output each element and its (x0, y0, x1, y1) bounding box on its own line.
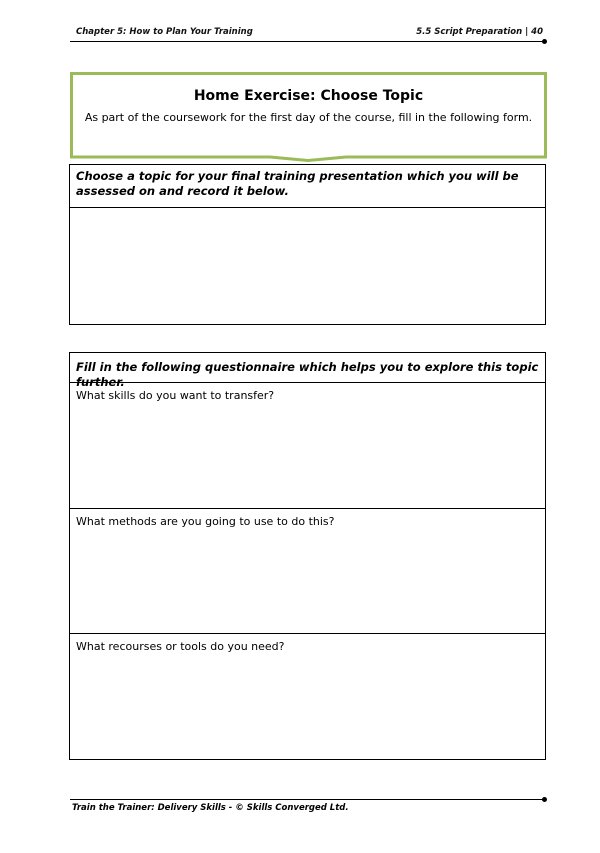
exercise-title: Home Exercise: Choose Topic (193, 88, 424, 104)
header-rule (70, 41, 544, 42)
question-methods-cell[interactable] (70, 509, 545, 634)
footer-rule (70, 799, 544, 800)
topic-form (69, 164, 546, 325)
running-header-section: 5.5 Script Preparation | 40 (416, 27, 543, 37)
page-footer: Train the Trainer: Delivery Skills - © Skills Converged Ltd. (72, 803, 349, 813)
exercise-callout (70, 72, 547, 162)
questionnaire-form (69, 352, 546, 760)
question-skills-cell[interactable] (70, 383, 545, 509)
topic-form-heading: Choose a topic for your final training presentation which you will be assessed on and record it below. (70, 165, 545, 208)
exercise-instructions: As part of the coursework for the first day of the course, fill in the following form. (84, 111, 533, 124)
running-header-chapter: Chapter 5: How to Plan Your Training (76, 27, 253, 37)
footer-rule-dot (542, 797, 547, 802)
questionnaire-heading: Fill in the following questionnaire which helps you to explore this topic further. (70, 353, 545, 383)
topic-answer-area[interactable] (70, 208, 545, 324)
question-resources-cell[interactable] (70, 634, 545, 759)
question-resources-label: What recourses or tools do you need? (76, 640, 285, 653)
question-methods-label: What methods are you going to use to do this? (76, 515, 335, 528)
question-skills-label: What skills do you want to transfer? (76, 389, 275, 402)
header-rule-dot (542, 39, 547, 44)
